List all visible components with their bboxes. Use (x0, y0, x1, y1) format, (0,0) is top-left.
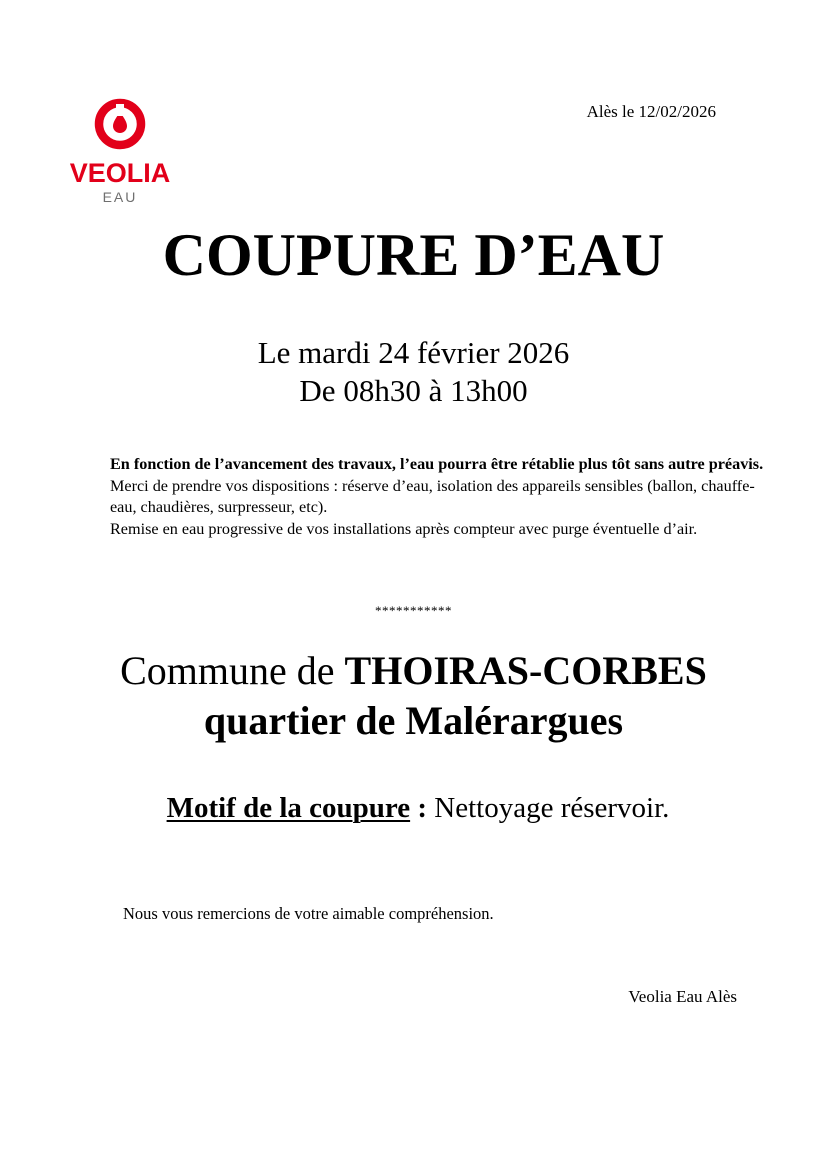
notice-line-1: Merci de prendre vos dispositions : réserve d’eau, isolation des appareils sensibles (ballon, chauffe-eau, chaudières, surpresseur, etc). (110, 476, 755, 516)
logo-brand-text: VEOLIA (69, 158, 171, 188)
notice-bold-line: En fonction de l’avancement des travaux, l’eau pourra être rétablie plus tôt sans autre préavis. (110, 455, 764, 473)
commune-line (0, 646, 827, 696)
notice-line-2: Remise en eau progressive de vos installations après compteur avec purge éventuelle d’air. (110, 519, 698, 538)
veolia-logo (58, 98, 182, 206)
page-title: COUPURE D’EAU (162, 222, 665, 288)
reason-line (0, 790, 827, 826)
reason-label: Motif de la coupure (166, 792, 411, 824)
thanks-text: Nous vous remercions de votre aimable compréhension. (123, 904, 494, 923)
district-name: quartier de Malérargues (203, 698, 624, 743)
date-line: Alès le 12/02/2026 (586, 102, 716, 121)
logo-sub-text: EAU (102, 189, 138, 205)
schedule-block (0, 334, 827, 410)
commune-prefix: Commune de (120, 648, 345, 693)
location-block (0, 646, 827, 746)
separator: *********** (375, 603, 452, 618)
signature: Veolia Eau Alès (628, 987, 737, 1006)
veolia-logo-mark (58, 98, 182, 206)
reason-value: Nettoyage réservoir. (427, 792, 670, 824)
schedule-date: Le mardi 24 février 2026 (257, 335, 570, 370)
schedule-time: De 08h30 à 13h00 (299, 373, 528, 408)
commune-name: THOIRAS-CORBES (344, 648, 707, 693)
notice-block (110, 454, 770, 540)
reason-colon: : (410, 792, 428, 824)
